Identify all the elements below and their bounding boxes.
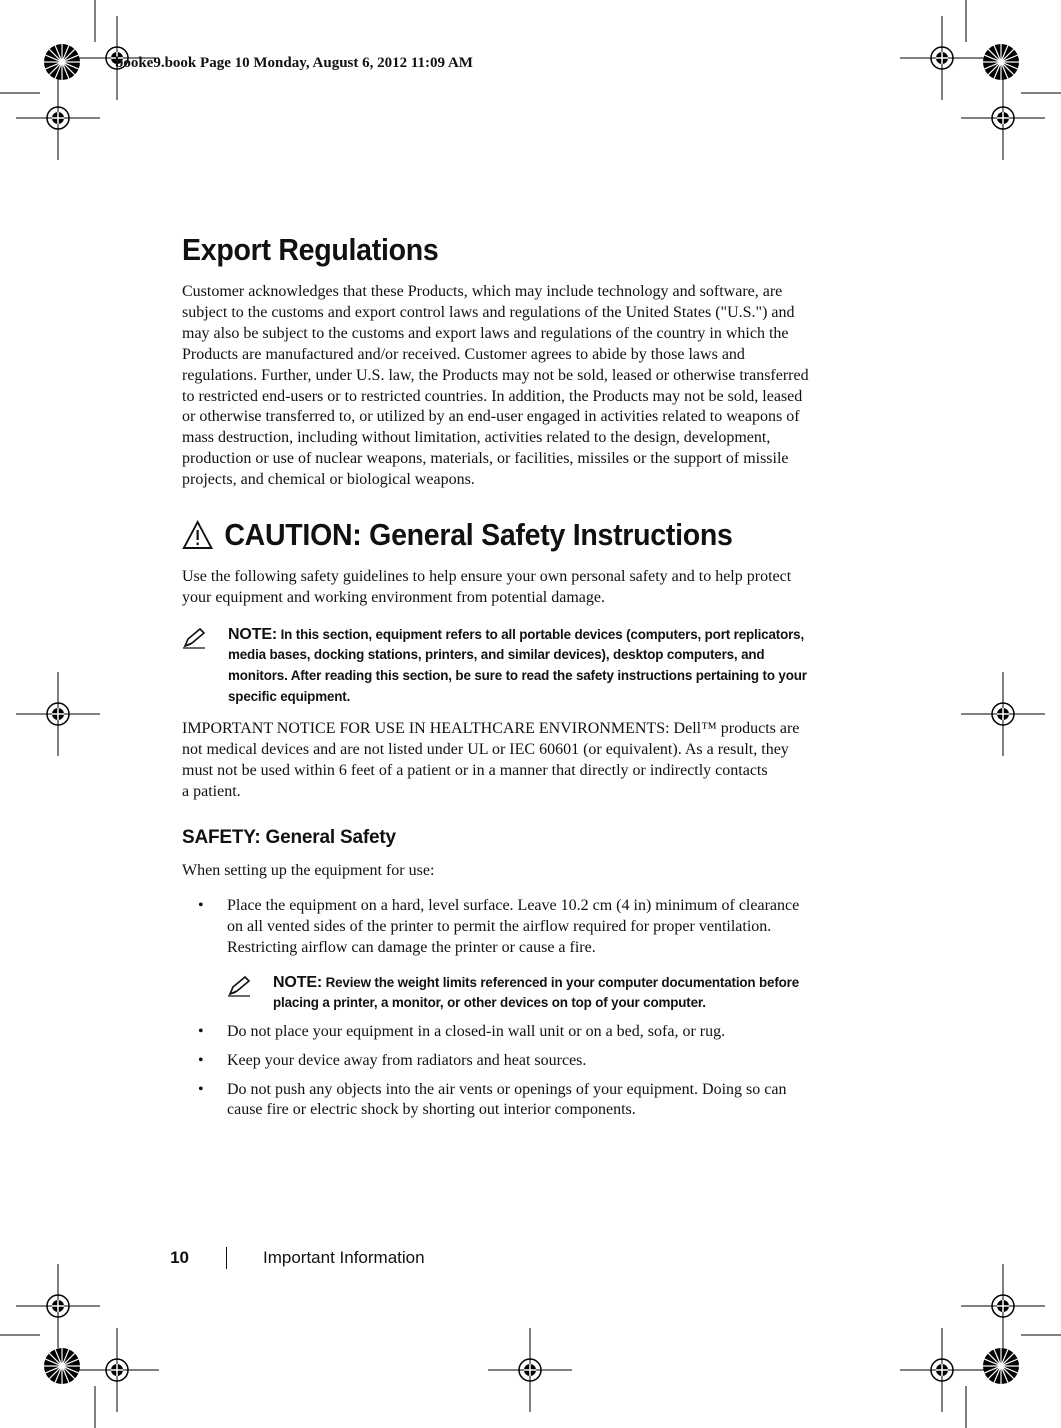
page-number: 10 bbox=[170, 1248, 189, 1267]
note-equipment: NOTE: In this section, equipment refers to all portable devices (computers, port replicators, media bases, docking stations, printers, and similar devices), desktop computers, and monitors. After reading this section, be sure to read the safety instructions pertaining to your specific equipment. bbox=[182, 625, 850, 707]
note-weight-limits: NOTE: Review the weight limits referenced in your computer documentation before placing a printer, a monitor, or other devices on top of your computer. bbox=[227, 973, 850, 1014]
pencil-note-icon bbox=[227, 975, 251, 997]
export-paragraph: Customer acknowledges that these Products, which may include technology and software, are subject to the customs and export control laws and regulations of the United States ("U.S.") and may also be subject to the customs and export laws and regulations of the country in which the Products are manufactured and/or received. Customer agrees to abide by those laws and regulations. Further, under U.S. law, the Products may not be sold, leased or otherwise transferred to restricted end-users or to restricted countries. In addition, the Products may not be sold, leased or otherwise transferred to, or utilized by an end-user engaged in activities related to weapons of mass destruction, including without limitation, activities related to the design, development, production or use of nuclear weapons, materials, or facilities, missiles or the support of missile projects, and chemical or biological weapons. bbox=[182, 283, 809, 489]
bullet-point: • bbox=[198, 1051, 204, 1069]
note-label: NOTE: bbox=[273, 973, 323, 991]
footer-divider bbox=[226, 1247, 227, 1269]
note-label: NOTE: bbox=[228, 625, 278, 643]
bullet-point: • bbox=[198, 1080, 204, 1098]
pencil-note-icon bbox=[182, 627, 206, 649]
caution-intro: Use the following safety guidelines to help ensure your own personal safety and to help protect your equipment and working environment from potential damage. bbox=[182, 568, 792, 606]
page-footer bbox=[165, 1247, 425, 1269]
page-content bbox=[182, 232, 850, 1129]
bullet-point: • bbox=[198, 896, 204, 914]
warning-triangle-icon bbox=[182, 520, 213, 550]
healthcare-notice: IMPORTANT NOTICE FOR USE IN HEALTHCARE ENVIRONMENTS: Dell™ products are not medical devices and are not listed under UL or IEC 60601 (or equivalent). As a result, they must not be used within 6 feet of a patient or in a manner that directly or indirectly contacts a patient. bbox=[182, 720, 800, 800]
list-item: • Keep your device away from radiators and heat sources. bbox=[182, 1051, 850, 1072]
safety-intro: When setting up the equipment for use: bbox=[182, 861, 435, 879]
export-regulations-title: Export Regulations bbox=[182, 232, 439, 267]
safety-heading: SAFETY: General Safety bbox=[182, 826, 396, 848]
list-item: • Do not place your equipment in a closed-in wall unit or on a bed, sofa, or rug. bbox=[182, 1022, 850, 1043]
bullet-point: • bbox=[198, 1022, 204, 1040]
section-name: Important Information bbox=[263, 1248, 425, 1267]
caution-heading bbox=[182, 517, 797, 553]
list-item: • Do not push any objects into the air vents or openings of your equipment. Doing so can cause fire or electric shock by shorting out interior components. bbox=[198, 1080, 787, 1119]
book-page-stamp: booke9.book Page 10 Monday, August 6, 2012 11:09 AM bbox=[115, 55, 473, 71]
safety-list bbox=[182, 896, 850, 1122]
caution-title: CAUTION: General Safety Instructions bbox=[224, 517, 733, 553]
list-item: • Place the equipment on a hard, level surface. Leave 10.2 cm (4 in) minimum of clearance on all vented sides of the printer to permit the airflow required for proper ventilation. Restricting airflow can damage the printer or cause a fire. NOTE: Review the weight limits referenced in your computer documentation before placing a printer, a monitor, or other devices on top of your computer. bbox=[182, 896, 850, 1014]
